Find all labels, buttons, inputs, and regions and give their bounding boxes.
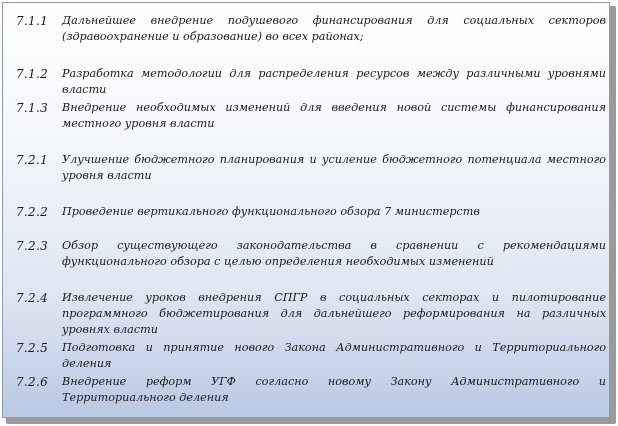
item-number: 7.1.1 [16, 14, 49, 28]
item-number: 7.2.2 [16, 205, 49, 219]
item-text: Извлечение уроков внедрения СПГР в социальных секторах и пилотирование программного бюджетирования для дальнейшего реформирования на различных уровнях власти [62, 291, 606, 336]
item-text: Разработка методологии для распределения ресурсов между различными уровнями власти [62, 67, 606, 96]
item-number: 7.2.5 [16, 341, 49, 355]
item-number: 7.2.3 [16, 239, 49, 253]
item-text: Улучшение бюджетного планирования и усиление бюджетного потенциала местного уровня власти [62, 153, 606, 182]
measures-list-panel [2, 2, 610, 418]
item-number: 7.2.6 [16, 375, 49, 389]
item-text: Внедрение необходимых изменений для введения новой системы финансирования местного уровня власти [62, 101, 606, 130]
item-text: Проведение вертикального функционального обзора 7 министерств [62, 205, 480, 218]
item-number: 7.2.4 [16, 291, 49, 305]
item-number: 7.2.1 [16, 153, 49, 167]
item-number: 7.1.2 [16, 67, 49, 81]
item-text: Внедрение реформ УГФ согласно новому Закону Административного и Территориального деления [62, 375, 606, 404]
item-number: 7.1.3 [16, 101, 49, 115]
item-text: Обзор существующего законодательства в сравнении с рекомендациями функционального обзора с целью определения необходимых изменений [62, 239, 606, 268]
item-text: Дальнейшее внедрение подушевого финансирования для социальных секторов (здравоохранение и образование) во всех районах; [62, 14, 606, 43]
item-text: Подготовка и принятие нового Закона Административного и Территориального деления [62, 341, 606, 370]
